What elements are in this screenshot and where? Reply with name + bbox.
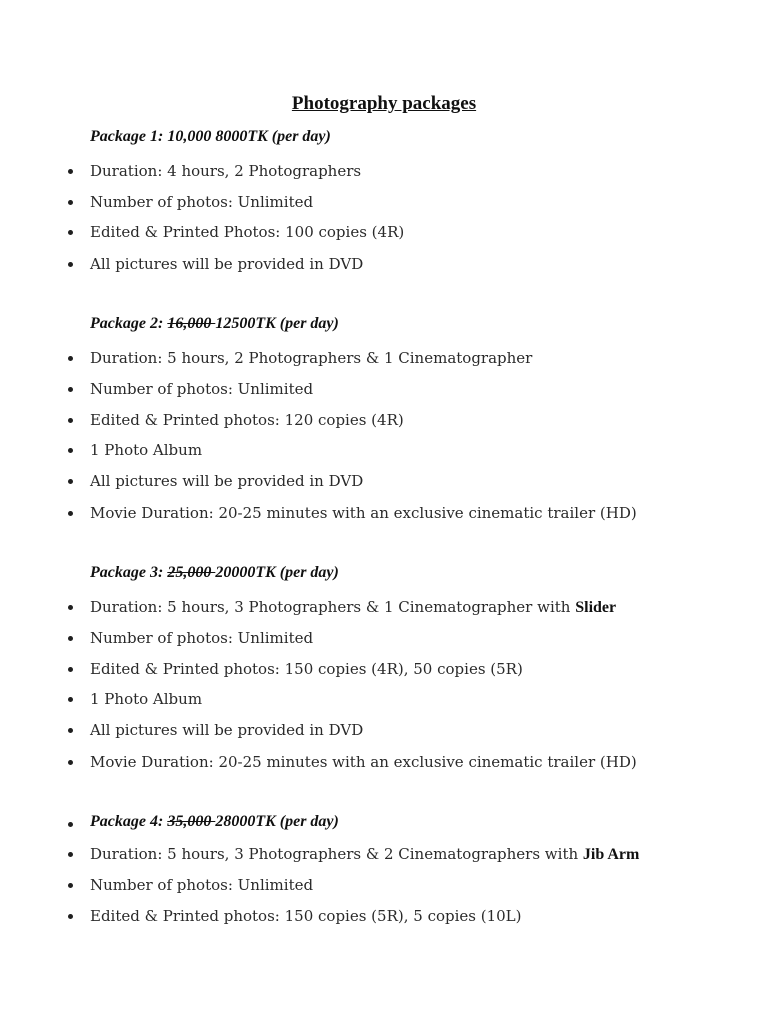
package-2-old-price: 16,000 — [167, 315, 216, 332]
package-3-item-4: 1 Photo Album — [90, 690, 203, 708]
package-1-heading — [90, 128, 331, 146]
package-4-item-1-text: Duration: 5 hours, 3 Photographers & 2 Cinematographers with — [90, 845, 583, 863]
package-4-heading — [90, 813, 339, 831]
package-4-item-3: Edited & Printed photos: 150 copies (5R), 5 copies (10L) — [90, 907, 522, 925]
package-3-item-1 — [90, 596, 616, 619]
package-4-item-2: Number of photos: Unlimited — [90, 876, 314, 894]
package-3-price: 20000TK (per day) — [215, 564, 339, 581]
package-1-item-3: Edited & Printed Photos: 100 copies (4R) — [90, 223, 405, 241]
package-4-price: 28000TK (per day) — [215, 813, 339, 830]
package-3-item-1-text: Duration: 5 hours, 3 Photographers & 1 Cinematographer with — [90, 598, 576, 616]
package-2-item-4: 1 Photo Album — [90, 441, 203, 459]
page-title: Photography packages — [291, 93, 477, 114]
package-2-prefix: Package 2: — [90, 315, 168, 332]
package-1-item-4: All pictures will be provided in DVD — [90, 255, 364, 273]
package-2-heading — [90, 315, 339, 333]
package-1-price: 10,000 8000TK (per day) — [167, 128, 331, 145]
package-2-price: 12500TK (per day) — [215, 315, 339, 332]
package-3-old-price: 25,000 — [167, 564, 216, 581]
package-3-heading — [90, 564, 339, 582]
package-3-item-2: Number of photos: Unlimited — [90, 629, 314, 647]
package-2-item-1: Duration: 5 hours, 2 Photographers & 1 Cinematographer — [90, 349, 533, 367]
package-2-item-6: Movie Duration: 20-25 minutes with an exclusive cinematic trailer (HD) — [90, 504, 637, 522]
package-3-item-6: Movie Duration: 20-25 minutes with an exclusive cinematic trailer (HD) — [90, 753, 637, 771]
package-3-item-3: Edited & Printed photos: 150 copies (4R), 50 copies (5R) — [90, 660, 523, 678]
package-3-prefix: Package 3: — [90, 564, 168, 581]
package-1-item-2: Number of photos: Unlimited — [90, 193, 314, 211]
package-4-item-1-bold: Jib Arm — [582, 846, 640, 863]
package-1-prefix: Package 1: — [90, 128, 168, 145]
package-2-item-3: Edited & Printed photos: 120 copies (4R) — [90, 411, 404, 429]
package-4-item-1 — [90, 843, 639, 866]
package-4-old-price: 35,000 — [167, 813, 216, 830]
package-3-item-5: All pictures will be provided in DVD — [90, 721, 364, 739]
package-1-item-1: Duration: 4 hours, 2 Photographers — [90, 162, 362, 180]
package-4-prefix: Package 4: — [90, 813, 168, 830]
package-2-item-2: Number of photos: Unlimited — [90, 380, 314, 398]
package-2-item-5: All pictures will be provided in DVD — [90, 472, 364, 490]
package-3-item-1-bold: Slider — [575, 599, 617, 616]
